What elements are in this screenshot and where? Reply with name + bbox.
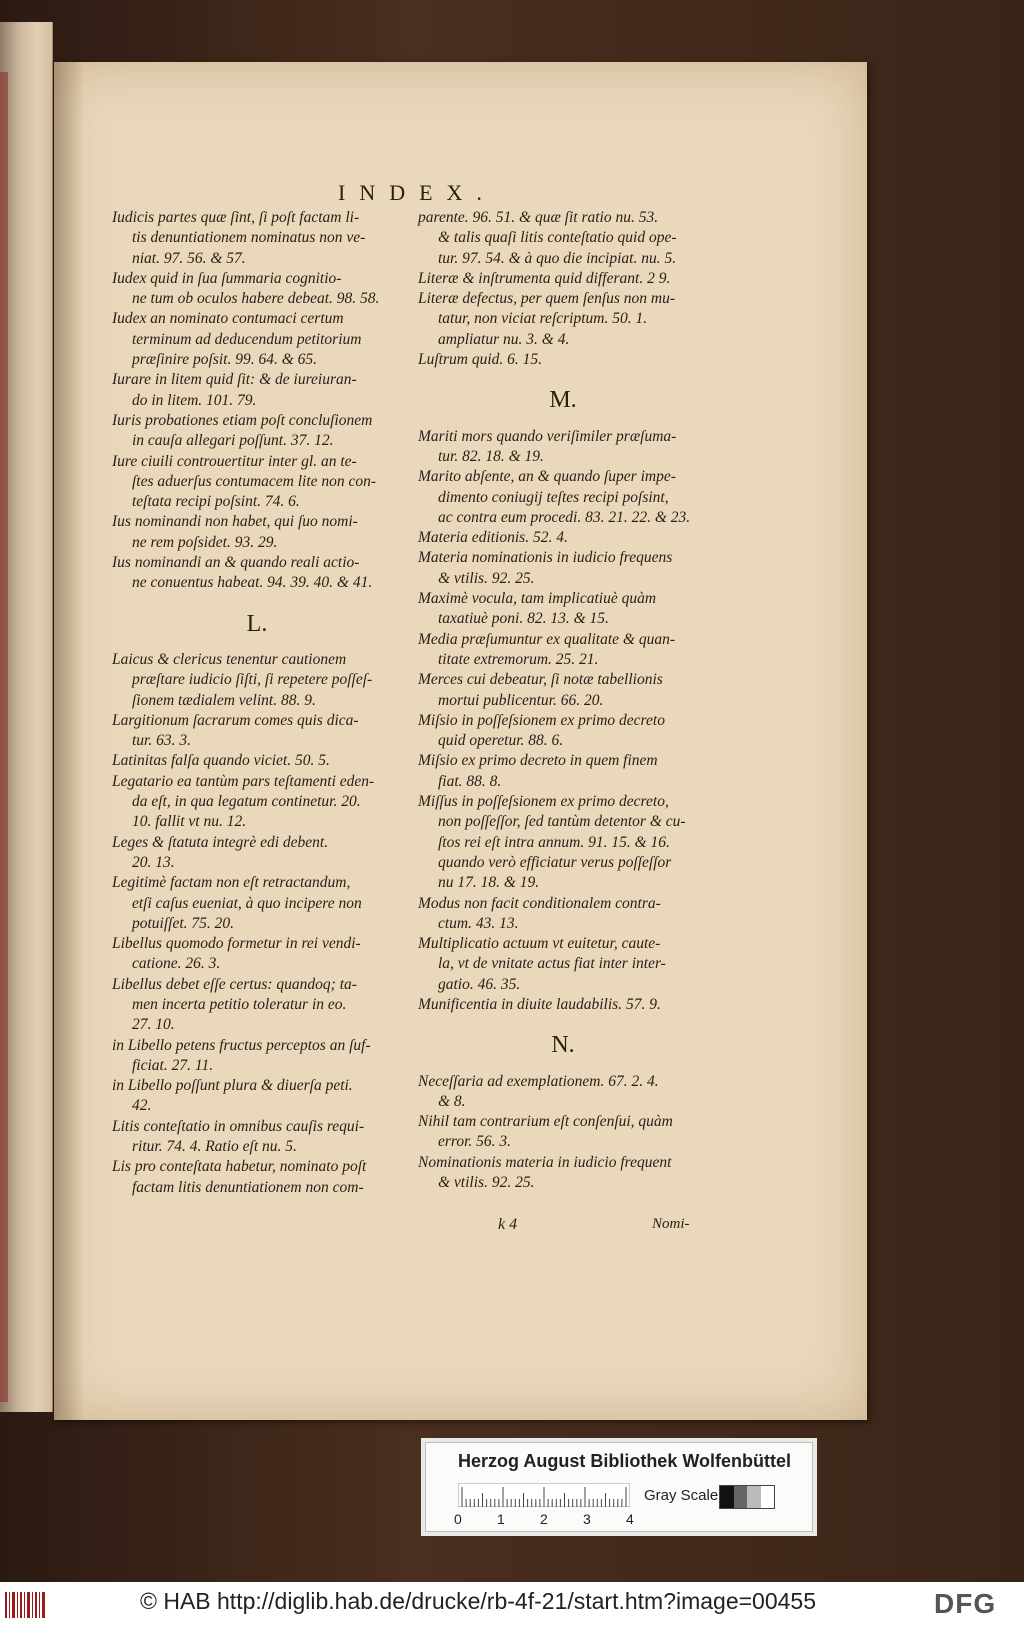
section-letter: N. — [551, 1032, 575, 1059]
entry-text: Legatario ea tantùm pars teſtamenti eden- — [112, 772, 375, 790]
entry-continuation: titate extremorum. 25. 21. — [438, 650, 599, 668]
entry-text: Munificentia in diuite laudabilis. 57. 9. — [418, 995, 661, 1013]
entry-text: Mariti mors quando veriſimiler præſuma- — [418, 427, 677, 445]
entry-continuation: ſtos rei eſt intra annum. 91. 15. & 16. — [438, 833, 670, 851]
index-entry — [112, 269, 402, 310]
index-entry — [112, 1157, 402, 1198]
section-letter: M. — [549, 387, 577, 414]
entry-text: Nihil tam contrarium eſt conſenſui, quàm — [418, 1113, 673, 1131]
signature-mark: k 4 — [498, 1216, 518, 1233]
color-calibration-card — [425, 1442, 813, 1532]
scale-number: 2 — [540, 1511, 548, 1527]
index-entry — [112, 975, 402, 1036]
section-letter: L. — [246, 610, 268, 637]
entry-continuation: quid operetur. 88. 6. — [438, 732, 564, 750]
scale-number: 3 — [583, 1511, 591, 1527]
index-entry — [418, 670, 708, 711]
entry-text: Lis pro conteſtata habetur, nominato poſt — [112, 1158, 367, 1176]
entry-continuation: factam litis denuntiationem non com- — [132, 1178, 364, 1196]
index-entry — [112, 873, 402, 934]
entry-text: Libellus debet eſſe certus: quandoq; ta- — [112, 975, 357, 993]
entry-continuation: præſinire poſsit. 99. 64. & 65. — [132, 351, 318, 369]
index-entry — [112, 553, 402, 594]
entry-continuation: gatio. 46. 35. — [438, 975, 521, 993]
index-entry — [112, 934, 402, 975]
index-entry — [418, 467, 708, 528]
index-entry — [112, 1076, 402, 1117]
entry-continuation: ctum. 43. 13. — [438, 914, 519, 932]
index-entry — [112, 411, 402, 452]
index-entry — [418, 1153, 708, 1194]
index-entry — [112, 650, 402, 711]
entry-text: Literæ defectus, per quem ſenſus non mu- — [418, 290, 676, 308]
entry-continuation: ritur. 74. 4. Ratio eſt nu. 5. — [132, 1138, 297, 1156]
entry-text: Ius nominandi non habet, qui ſuo nomi- — [112, 513, 358, 531]
entry-continuation: præſtare iudicio ſiſti, ſi repetere poſſeſ- — [132, 671, 373, 689]
entry-text: Miſſus in poſſeſsionem ex primo decreto, — [418, 793, 669, 811]
scale-number: 4 — [626, 1511, 634, 1527]
index-entry — [112, 711, 402, 752]
index-entry — [418, 208, 708, 269]
entry-text: Iudicis partes quæ ſint, ſi poſt factam li- — [112, 209, 360, 226]
entry-text: Merces cui debeatur, ſi notæ tabellionis — [418, 671, 663, 689]
entry-continuation: ſionem tædialem velint. 88. 9. — [132, 691, 316, 709]
entry-text: Iuris probationes etiam poſt concluſionem — [112, 411, 373, 429]
index-entry — [418, 934, 708, 995]
entry-continuation: 27. 10. — [132, 1016, 175, 1034]
catchword: Nomi- — [652, 1216, 690, 1232]
library-name: Herzog August Bibliothek Wolfenbüttel — [458, 1451, 791, 1471]
entry-text: Nominationis materia in iudicio frequent — [418, 1153, 672, 1171]
entry-continuation: men incerta petitio toleratur in eo. — [132, 995, 347, 1013]
entry-text: Neceſſaria ad exemplationem. 67. 2. 4. — [418, 1072, 659, 1090]
entry-continuation: quando verò efficiatur verus poſſeſſor — [438, 853, 672, 871]
entry-text: Largitionum ſacrarum comes quis dica- — [112, 711, 359, 729]
entry-continuation: tur. 82. 18. & 19. — [438, 447, 544, 465]
entry-text: Iure ciuili controuertitur inter gl. an te- — [112, 452, 357, 470]
entry-continuation: etſi caſus eueniat, à quo incipere non — [132, 894, 362, 912]
entry-continuation: 10. fallit vt nu. 12. — [132, 813, 247, 831]
index-entry — [112, 370, 402, 411]
previous-page-edge — [0, 22, 53, 1412]
dfg-logo: DFG — [934, 1588, 997, 1619]
entry-text: Marito abſente, an & quando ſuper impe- — [418, 468, 676, 486]
index-entry — [112, 772, 402, 833]
page-heading: INDEX. — [338, 180, 496, 205]
entry-continuation: mortui publicentur. 66. 20. — [438, 691, 604, 709]
entry-continuation: & talis quaſi litis conteſtatio quid ope- — [438, 229, 677, 247]
index-entry — [112, 1036, 402, 1077]
index-column-right — [418, 208, 708, 1193]
entry-text: Libellus quomodo formetur in rei vendi- — [112, 935, 361, 953]
index-entry — [418, 630, 708, 671]
entry-continuation: in cauſa allegari poſſunt. 37. 12. — [132, 432, 334, 450]
entry-continuation: dimento coniugij teſtes recipi poſsint, — [438, 488, 669, 506]
entry-text: Materia nominationis in iudicio frequens — [418, 549, 673, 567]
index-entry — [112, 751, 402, 771]
entry-text: Luſtrum quid. 6. 15. — [418, 351, 543, 369]
entry-continuation: 42. — [132, 1097, 152, 1115]
entry-continuation: ac contra eum procedi. 83. 21. 22. & 23. — [438, 508, 691, 526]
barcode-icon — [4, 1590, 48, 1620]
scale-number: 0 — [454, 1511, 462, 1527]
entry-continuation: potuiſſet. 75. 20. — [132, 914, 235, 932]
entry-text: Maximè vocula, tam implicatiuè quàm — [418, 590, 657, 608]
entry-continuation: ſtes aduerſus contumacem lite non con- — [132, 472, 377, 490]
ruler-scale — [458, 1483, 630, 1507]
index-entry — [418, 427, 708, 468]
entry-continuation: 20. 13. — [132, 853, 175, 871]
index-entry — [112, 208, 402, 269]
entry-text: Miſsio in poſſeſsionem ex primo decreto — [418, 711, 665, 729]
entry-continuation: catione. 26. 3. — [132, 955, 221, 973]
entry-text: Legitimè factam non eſt retractandum, — [112, 874, 351, 892]
index-entry — [418, 995, 708, 1015]
index-entry — [112, 309, 402, 370]
index-entry — [112, 833, 402, 874]
index-entry — [112, 452, 402, 513]
index-entry — [418, 350, 708, 370]
index-entry — [112, 1117, 402, 1158]
binding-edge — [0, 72, 8, 1402]
index-entry — [418, 589, 708, 630]
gray-scale-swatch — [719, 1485, 775, 1509]
entry-continuation: la, vt de vnitate actus fiat inter inter- — [438, 955, 666, 973]
entry-continuation: & 8. — [438, 1092, 466, 1110]
entry-text: parente. 96. 51. & quæ ſit ratio nu. 53. — [418, 209, 659, 226]
index-entry — [112, 512, 402, 553]
copyright-link[interactable]: © HAB http://diglib.hab.de/drucke/rb-4f-21/start.htm?image=00455 — [140, 1588, 817, 1614]
entry-text: Iudex quid in ſua ſummaria cognitio- — [112, 269, 342, 287]
index-entry — [418, 548, 708, 589]
entry-continuation: ne tum ob oculos habere debeat. 98. 58. — [132, 290, 380, 308]
entry-text: in Libello petens fructus perceptos an ſuf- — [112, 1036, 371, 1054]
entry-text: Materia editionis. 52. 4. — [418, 529, 568, 547]
entry-text: Literæ & inſtrumenta quid differant. 2 9. — [418, 269, 671, 287]
entry-continuation: non poſſeſſor, ſed tantùm detentor & cu- — [438, 813, 686, 831]
entry-continuation: ne rem poſsidet. 93. 29. — [132, 533, 278, 551]
entry-continuation: ficiat. 27. 11. — [132, 1056, 214, 1074]
scale-number: 1 — [497, 1511, 505, 1527]
entry-text: Litis conteſtatio in omnibus cauſis requi- — [112, 1117, 365, 1135]
entry-text: in Libello poſſunt plura & diuerſa peti. — [112, 1077, 353, 1095]
entry-continuation: nu 17. 18. & 19. — [438, 874, 540, 892]
entry-text: Laicus & clericus tenentur cautionem — [112, 650, 347, 668]
index-entry — [418, 792, 708, 893]
entry-text: Latinitas falſa quando viciet. 50. 5. — [112, 752, 330, 770]
entry-continuation: error. 56. 3. — [438, 1133, 512, 1151]
index-entry — [418, 1112, 708, 1153]
entry-continuation: niat. 97. 56. & 57. — [132, 249, 246, 267]
entry-text: Modus non facit conditionalem contra- — [418, 894, 661, 912]
entry-continuation: do in litem. 101. 79. — [132, 391, 257, 409]
entry-continuation: tatur, non viciat reſcriptum. 50. 1. — [438, 310, 648, 328]
entry-continuation: taxatiuè poni. 82. 13. & 15. — [438, 610, 609, 628]
index-entry — [418, 894, 708, 935]
entry-text: Leges & ſtatuta integrè edi debent. — [112, 833, 329, 851]
index-entry — [418, 528, 708, 548]
entry-text: Ius nominandi an & quando reali actio- — [112, 554, 360, 572]
gray-scale-label: Gray Scale — [644, 1487, 719, 1504]
entry-continuation: tur. 63. 3. — [132, 732, 191, 750]
index-entry — [418, 1072, 708, 1113]
entry-continuation: & vtilis. 92. 25. — [438, 569, 535, 587]
entry-text: Multiplicatio actuum vt euitetur, caute- — [418, 935, 661, 953]
entry-continuation: da eſt, in qua legatum continetur. 20. — [132, 793, 361, 811]
entry-continuation: terminum ad deducendum petitorium — [132, 330, 362, 348]
index-entry — [418, 751, 708, 792]
entry-continuation: fiat. 88. 8. — [438, 772, 502, 790]
entry-text: Iurare in litem quid ſit: & de iureiuran- — [112, 371, 357, 389]
index-entry — [418, 269, 708, 289]
entry-continuation: ampliatur nu. 3. & 4. — [438, 330, 570, 348]
index-entry — [418, 289, 708, 350]
entry-text: Miſsio ex primo decreto in quem finem — [418, 752, 658, 770]
entry-continuation: tis denuntiationem nominatus non ve- — [132, 229, 366, 247]
entry-continuation: teſtata recipi poſsint. 74. 6. — [132, 493, 300, 511]
entry-text: Iudex an nominato contumaci certum — [112, 310, 344, 328]
index-column-left — [112, 208, 402, 1198]
entry-continuation: tur. 97. 54. & à quo die incipiat. nu. 5. — [438, 249, 677, 267]
page-gutter-shadow — [54, 62, 84, 1420]
entry-continuation: ne conuentus habeat. 94. 39. 40. & 41. — [132, 574, 373, 592]
entry-continuation: & vtilis. 92. 25. — [438, 1174, 535, 1192]
index-entry — [418, 711, 708, 752]
entry-text: Media præſumuntur ex qualitate & quan- — [418, 630, 676, 648]
